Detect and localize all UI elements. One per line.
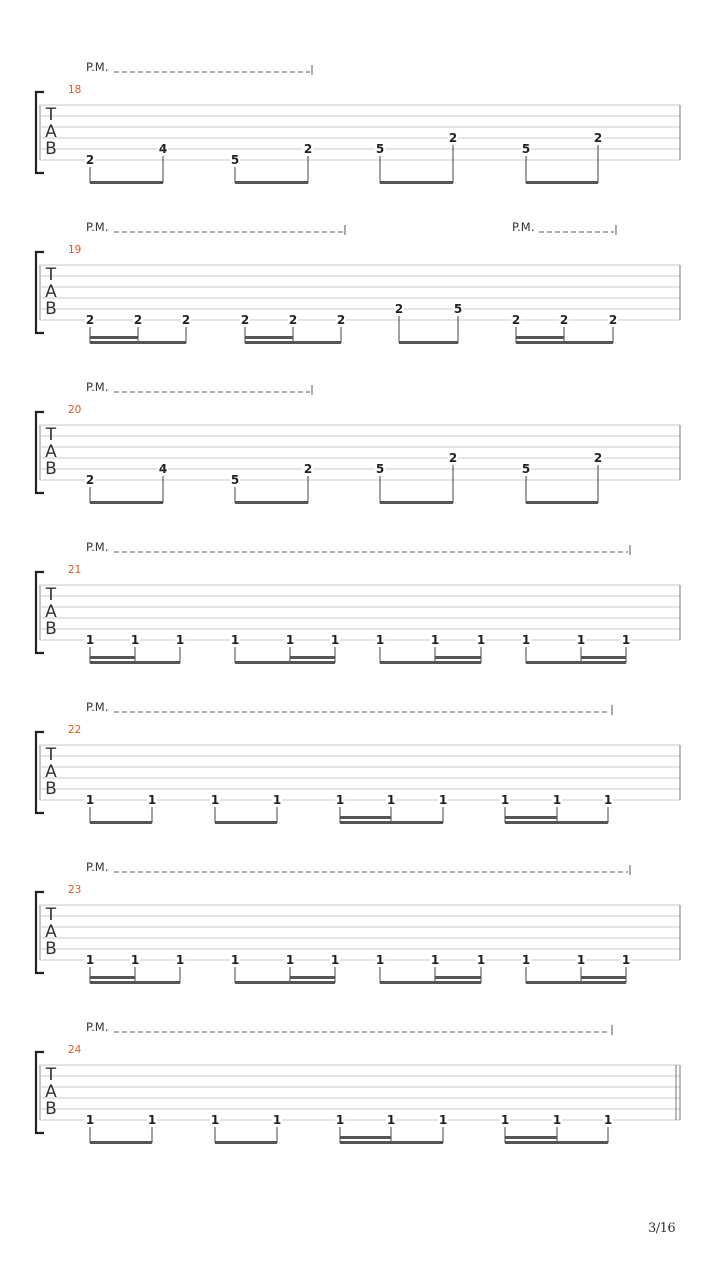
fret-number: 1 [438,793,448,807]
beam [215,821,277,824]
measure-number: 24 [68,1044,82,1056]
palm-mute-label: P.M. [86,860,109,874]
beam [526,181,598,184]
fret-number: 5 [453,302,463,316]
tab-clef-letter: B [45,459,57,479]
fret-number: 1 [500,793,510,807]
tab-clef-letter: T [45,105,57,125]
tab-clef-letter: A [45,602,57,622]
fret-number: 1 [621,633,631,647]
tab-clef-letter: B [45,299,57,319]
measure-number: 20 [68,404,82,416]
fret-number: 1 [521,953,531,967]
fret-number: 1 [85,953,95,967]
beam [340,1141,443,1144]
fret-number: 1 [147,1113,157,1127]
fret-number: 5 [375,142,385,156]
beam [380,981,481,984]
secondary-beam [581,656,626,659]
fret-number: 2 [593,451,603,465]
secondary-beam [435,976,481,979]
fret-number: 2 [85,473,95,487]
fret-number: 1 [476,633,486,647]
beam [399,341,458,344]
fret-number: 1 [521,633,531,647]
fret-number: 2 [608,313,618,327]
fret-number: 2 [303,142,313,156]
tab-clef-letter: A [45,442,57,462]
beam [380,501,453,504]
fret-number: 1 [175,633,185,647]
beam [235,981,335,984]
palm-mute-label: P.M. [86,540,109,554]
palm-mute-label: P.M. [512,220,535,234]
fret-number: 2 [133,313,143,327]
fret-number: 1 [230,633,240,647]
fret-number: 1 [85,1113,95,1127]
beam [526,981,626,984]
beam [235,181,308,184]
fret-number: 1 [272,1113,282,1127]
beam [526,501,598,504]
beam [215,1141,277,1144]
fret-number: 5 [521,462,531,476]
fret-number: 1 [476,953,486,967]
beam [90,501,163,504]
tab-clef-letter: T [45,265,57,285]
measure-number: 21 [68,564,82,576]
secondary-beam [340,1136,391,1139]
fret-number: 2 [303,462,313,476]
fret-number: 1 [386,1113,396,1127]
fret-number: 1 [552,793,562,807]
fret-number: 1 [85,633,95,647]
fret-number: 1 [576,633,586,647]
fret-number: 1 [430,633,440,647]
tab-clef-letter: A [45,122,57,142]
fret-number: 2 [394,302,404,316]
tab-clef-letter: B [45,939,57,959]
fret-number: 1 [175,953,185,967]
fret-number: 1 [576,953,586,967]
beam [380,661,481,664]
tab-clef-letter: T [45,585,57,605]
tab-clef-letter: A [45,1082,57,1102]
beam [505,821,608,824]
tab-clef-letter: T [45,1065,57,1085]
secondary-beam [90,976,135,979]
fret-number: 1 [272,793,282,807]
beam [340,821,443,824]
tab-clef-letter: B [45,139,57,159]
palm-mute-label: P.M. [86,60,109,74]
secondary-beam [435,656,481,659]
fret-number: 1 [552,1113,562,1127]
beam [90,1141,152,1144]
tab-clef-letter: T [45,425,57,445]
tab-clef-letter: B [45,1099,57,1119]
tab-clef-letter: B [45,619,57,639]
secondary-beam [505,1136,557,1139]
secondary-beam [581,976,626,979]
beam [235,661,335,664]
fret-number: 1 [603,793,613,807]
tab-clef-letter: T [45,905,57,925]
palm-mute-label: P.M. [86,220,109,234]
secondary-beam [340,816,391,819]
fret-number: 4 [158,462,168,476]
secondary-beam [90,656,135,659]
beam [505,1141,608,1144]
fret-number: 2 [511,313,521,327]
fret-number: 1 [130,953,140,967]
fret-number: 1 [85,793,95,807]
secondary-beam [290,976,335,979]
secondary-beam [290,656,335,659]
page-number: 3/16 [648,1221,676,1236]
measure-number: 18 [68,84,82,96]
fret-number: 1 [603,1113,613,1127]
fret-number: 1 [210,793,220,807]
fret-number: 1 [438,1113,448,1127]
fret-number: 1 [335,793,345,807]
fret-number: 1 [285,633,295,647]
beam [90,981,180,984]
fret-number: 1 [230,953,240,967]
tab-clef-letter: A [45,762,57,782]
fret-number: 5 [375,462,385,476]
fret-number: 2 [85,153,95,167]
secondary-beam [245,336,293,339]
fret-number: 1 [375,953,385,967]
fret-number: 1 [375,633,385,647]
fret-number: 2 [559,313,569,327]
beam [90,341,186,344]
measure-number: 19 [68,244,82,256]
fret-number: 2 [448,131,458,145]
beam [235,501,308,504]
fret-number: 1 [430,953,440,967]
fret-number: 1 [330,953,340,967]
fret-number: 2 [448,451,458,465]
palm-mute-label: P.M. [86,380,109,394]
tab-clef-letter: A [45,922,57,942]
fret-number: 1 [285,953,295,967]
beam [90,821,152,824]
beam [90,181,163,184]
fret-number: 1 [210,1113,220,1127]
beam [516,341,613,344]
fret-number: 1 [147,793,157,807]
fret-number: 1 [386,793,396,807]
fret-number: 1 [500,1113,510,1127]
fret-number: 2 [85,313,95,327]
fret-number: 2 [181,313,191,327]
fret-number: 1 [621,953,631,967]
palm-mute-label: P.M. [86,1020,109,1034]
secondary-beam [90,336,138,339]
fret-number: 1 [130,633,140,647]
fret-number: 5 [230,473,240,487]
tab-clef-letter: B [45,779,57,799]
secondary-beam [516,336,564,339]
beam [245,341,341,344]
beam [90,661,180,664]
fret-number: 2 [336,313,346,327]
beam [526,661,626,664]
tab-clef-letter: T [45,745,57,765]
measure-number: 22 [68,724,82,736]
measure-number: 23 [68,884,82,896]
fret-number: 1 [335,1113,345,1127]
fret-number: 5 [521,142,531,156]
fret-number: 2 [240,313,250,327]
fret-number: 5 [230,153,240,167]
tab-clef-letter: A [45,282,57,302]
fret-number: 1 [330,633,340,647]
fret-number: 2 [288,313,298,327]
fret-number: 2 [593,131,603,145]
secondary-beam [505,816,557,819]
palm-mute-label: P.M. [86,700,109,714]
beam [380,181,453,184]
fret-number: 4 [158,142,168,156]
